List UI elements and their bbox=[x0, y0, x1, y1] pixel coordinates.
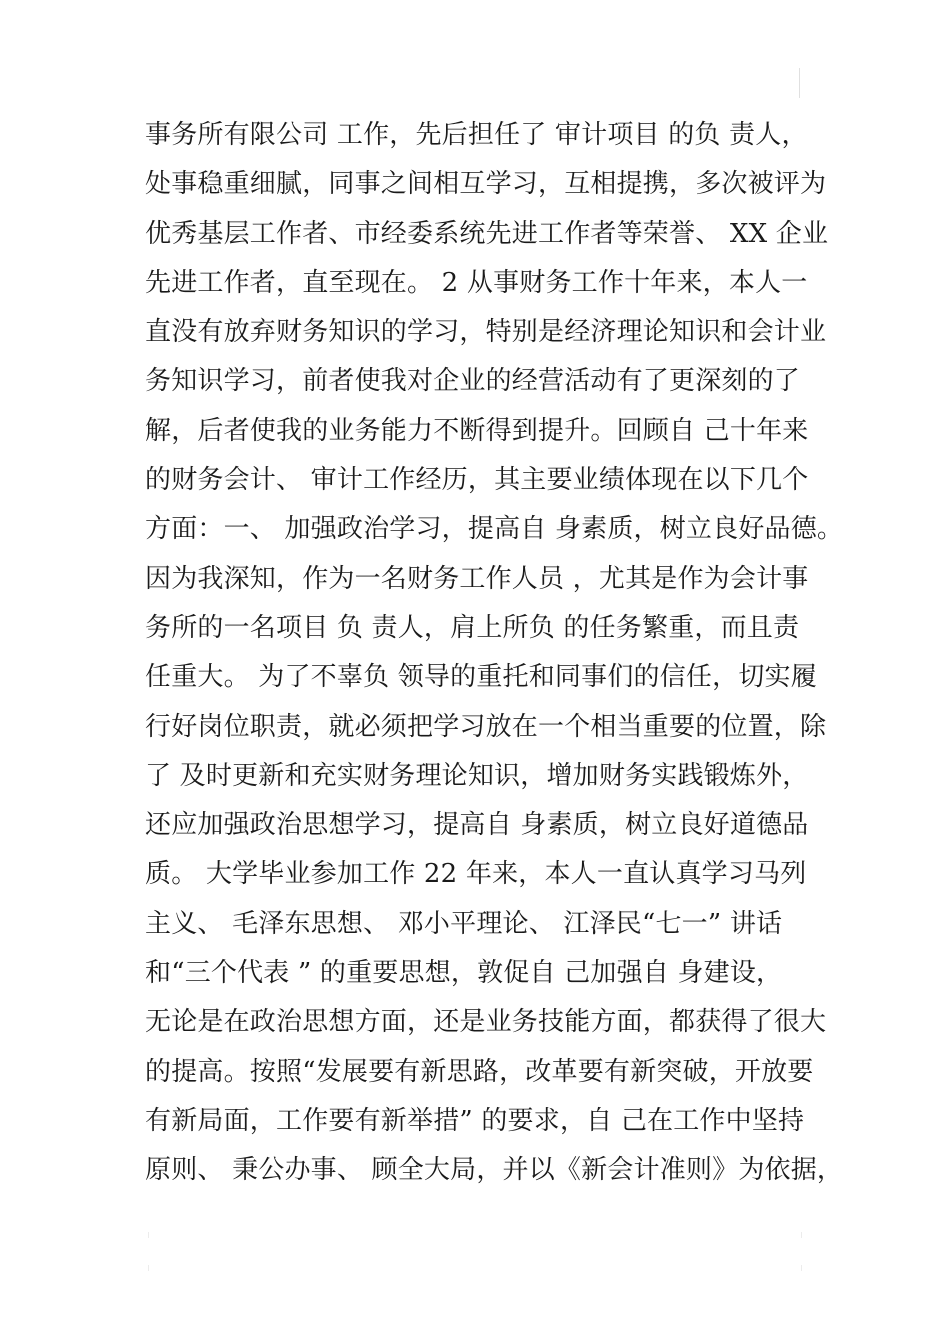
page-corner-mark bbox=[799, 68, 800, 98]
page-corner-mark bbox=[148, 1232, 149, 1238]
page-corner-mark bbox=[148, 1265, 149, 1271]
page-corner-mark bbox=[801, 1232, 802, 1238]
text-line: 和“三个代表 ” 的重要思想，敦促自 己加强自 身建设， bbox=[145, 958, 783, 989]
text-line: 优秀基层工作者、市经委系统先进工作者等荣誉、 XX 企业 bbox=[145, 218, 829, 249]
text-line: 行好岗位职责，就必须把学习放在一个相当重要的位置，除 bbox=[145, 711, 827, 742]
page-corner-mark bbox=[801, 1265, 802, 1271]
text-line: 直没有放弃财务知识的学习，特别是经济理论知识和会计业 bbox=[145, 317, 827, 348]
body-text bbox=[145, 111, 844, 1196]
text-line: 有新局面，工作要有新举措” 的要求，自 己在工作中坚持 bbox=[145, 1105, 805, 1136]
text-line: 无论是在政治思想方面，还是业务技能方面，都获得了很大 bbox=[145, 1007, 827, 1038]
text-line: 的财务会计、 审计工作经历，其主要业绩体现在以下几个 bbox=[145, 465, 809, 496]
text-line: 方面：一、 加强政治学习，提高自 身素质，树立良好品德。 bbox=[145, 514, 844, 545]
text-line: 务所的一名项目 负 责人，肩上所负 的任务繁重，而且责 bbox=[145, 612, 800, 643]
text-line: 原则、 秉公办事、 顾全大局，并以《新会计准则》为依据， bbox=[145, 1155, 844, 1186]
text-line: 主义、 毛泽东思想、 邓小平理论、 江泽民“七一” 讲话 bbox=[145, 908, 783, 939]
text-line: 的提高。按照“发展要有新思路，改革要有新突破，开放要 bbox=[145, 1056, 814, 1087]
text-line: 务知识学习，前者使我对企业的经营活动有了更深刻的了 bbox=[145, 366, 801, 397]
text-line: 还应加强政治思想学习，提高自 身素质，树立良好道德品 bbox=[145, 810, 809, 841]
text-line: 事务所有限公司 工作，先后担任了 审计项目 的负 责人， bbox=[145, 120, 808, 150]
text-line: 处事稳重细腻，同事之间相互学习，互相提携，多次被评为 bbox=[145, 169, 827, 200]
text-line: 任重大。 为了不辜负 领导的重托和同事们的信任，切实履 bbox=[145, 662, 817, 693]
text-line: 解，后者使我的业务能力不断得到提升。回顾自 己十年来 bbox=[145, 415, 809, 446]
text-line: 质。 大学毕业参加工作 22 年来，本人一直认真学习马列 bbox=[145, 859, 807, 890]
text-line: 因为我深知，作为一名财务工作人员 ，尤其是作为会计事 bbox=[145, 563, 809, 594]
text-line: 了 及时更新和充实财务理论知识，增加财务实践锻炼外， bbox=[145, 760, 809, 791]
text-line: 先进工作者，直至现在。 2 从事财务工作十年来，本人一 bbox=[145, 267, 808, 298]
